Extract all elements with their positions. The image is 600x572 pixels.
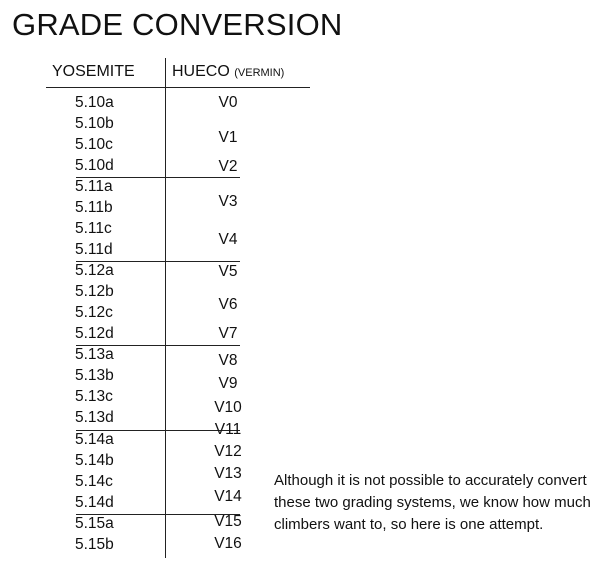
- hueco-column-header: [172, 62, 284, 83]
- yosemite-grade: 5.14a: [75, 431, 114, 448]
- yosemite-grade: 5.12d: [75, 325, 114, 342]
- yosemite-grade: 5.14b: [75, 452, 114, 469]
- header-divider: [46, 87, 310, 88]
- yosemite-grade: 5.13d: [75, 409, 114, 426]
- page-title: GRADE CONVERSION: [12, 7, 343, 42]
- yosemite-grade: 5.10c: [75, 136, 113, 153]
- hueco-grade: V13: [214, 465, 242, 482]
- hueco-grade: V9: [218, 375, 238, 392]
- yosemite-grade: 5.10b: [75, 115, 114, 132]
- hueco-header-label: HUECO: [172, 63, 230, 80]
- hueco-grade: V4: [218, 231, 238, 248]
- yosemite-column-header: YOSEMITE: [52, 63, 135, 80]
- yosemite-grade: 5.14c: [75, 473, 113, 490]
- yosemite-grade: 5.15b: [75, 536, 114, 553]
- yosemite-grade: 5.12a: [75, 262, 114, 279]
- hueco-grade: V15: [214, 513, 242, 530]
- disclaimer-note: Although it is not possible to accurately convert these two grading systems, we know how much climbers want to, so here is one attempt.: [274, 472, 591, 533]
- hueco-grade: V12: [214, 443, 242, 460]
- hueco-grade: V10: [214, 399, 242, 416]
- yosemite-grade: 5.14d: [75, 494, 114, 511]
- hueco-grade: V0: [218, 94, 238, 111]
- yosemite-grade: 5.12c: [75, 304, 113, 321]
- hueco-grade: V11: [214, 421, 242, 438]
- hueco-grade: V3: [218, 193, 238, 210]
- hueco-grade: V1: [218, 129, 238, 146]
- yosemite-grade: 5.13b: [75, 367, 114, 384]
- yosemite-grade: 5.15a: [75, 515, 114, 532]
- column-divider: [165, 58, 166, 558]
- yosemite-grade: 5.13a: [75, 346, 114, 363]
- hueco-grade: V8: [218, 352, 238, 369]
- yosemite-grade: 5.11c: [75, 220, 112, 237]
- yosemite-grade: 5.13c: [75, 388, 113, 405]
- yosemite-grade: 5.11b: [75, 199, 113, 216]
- hueco-grade: V14: [214, 488, 242, 505]
- hueco-grade: V5: [218, 263, 238, 280]
- yosemite-grade: 5.12b: [75, 283, 114, 300]
- yosemite-grade: 5.10d: [75, 157, 114, 174]
- hueco-header-sublabel: (VERMIN): [234, 67, 285, 79]
- hueco-grade: V16: [214, 535, 242, 552]
- yosemite-grade: 5.11a: [75, 178, 113, 195]
- yosemite-grade: 5.10a: [75, 94, 114, 111]
- hueco-grade: V7: [218, 325, 238, 342]
- yosemite-grade: 5.11d: [75, 241, 113, 258]
- hueco-grade: V6: [218, 296, 238, 313]
- hueco-grade: V2: [218, 158, 238, 175]
